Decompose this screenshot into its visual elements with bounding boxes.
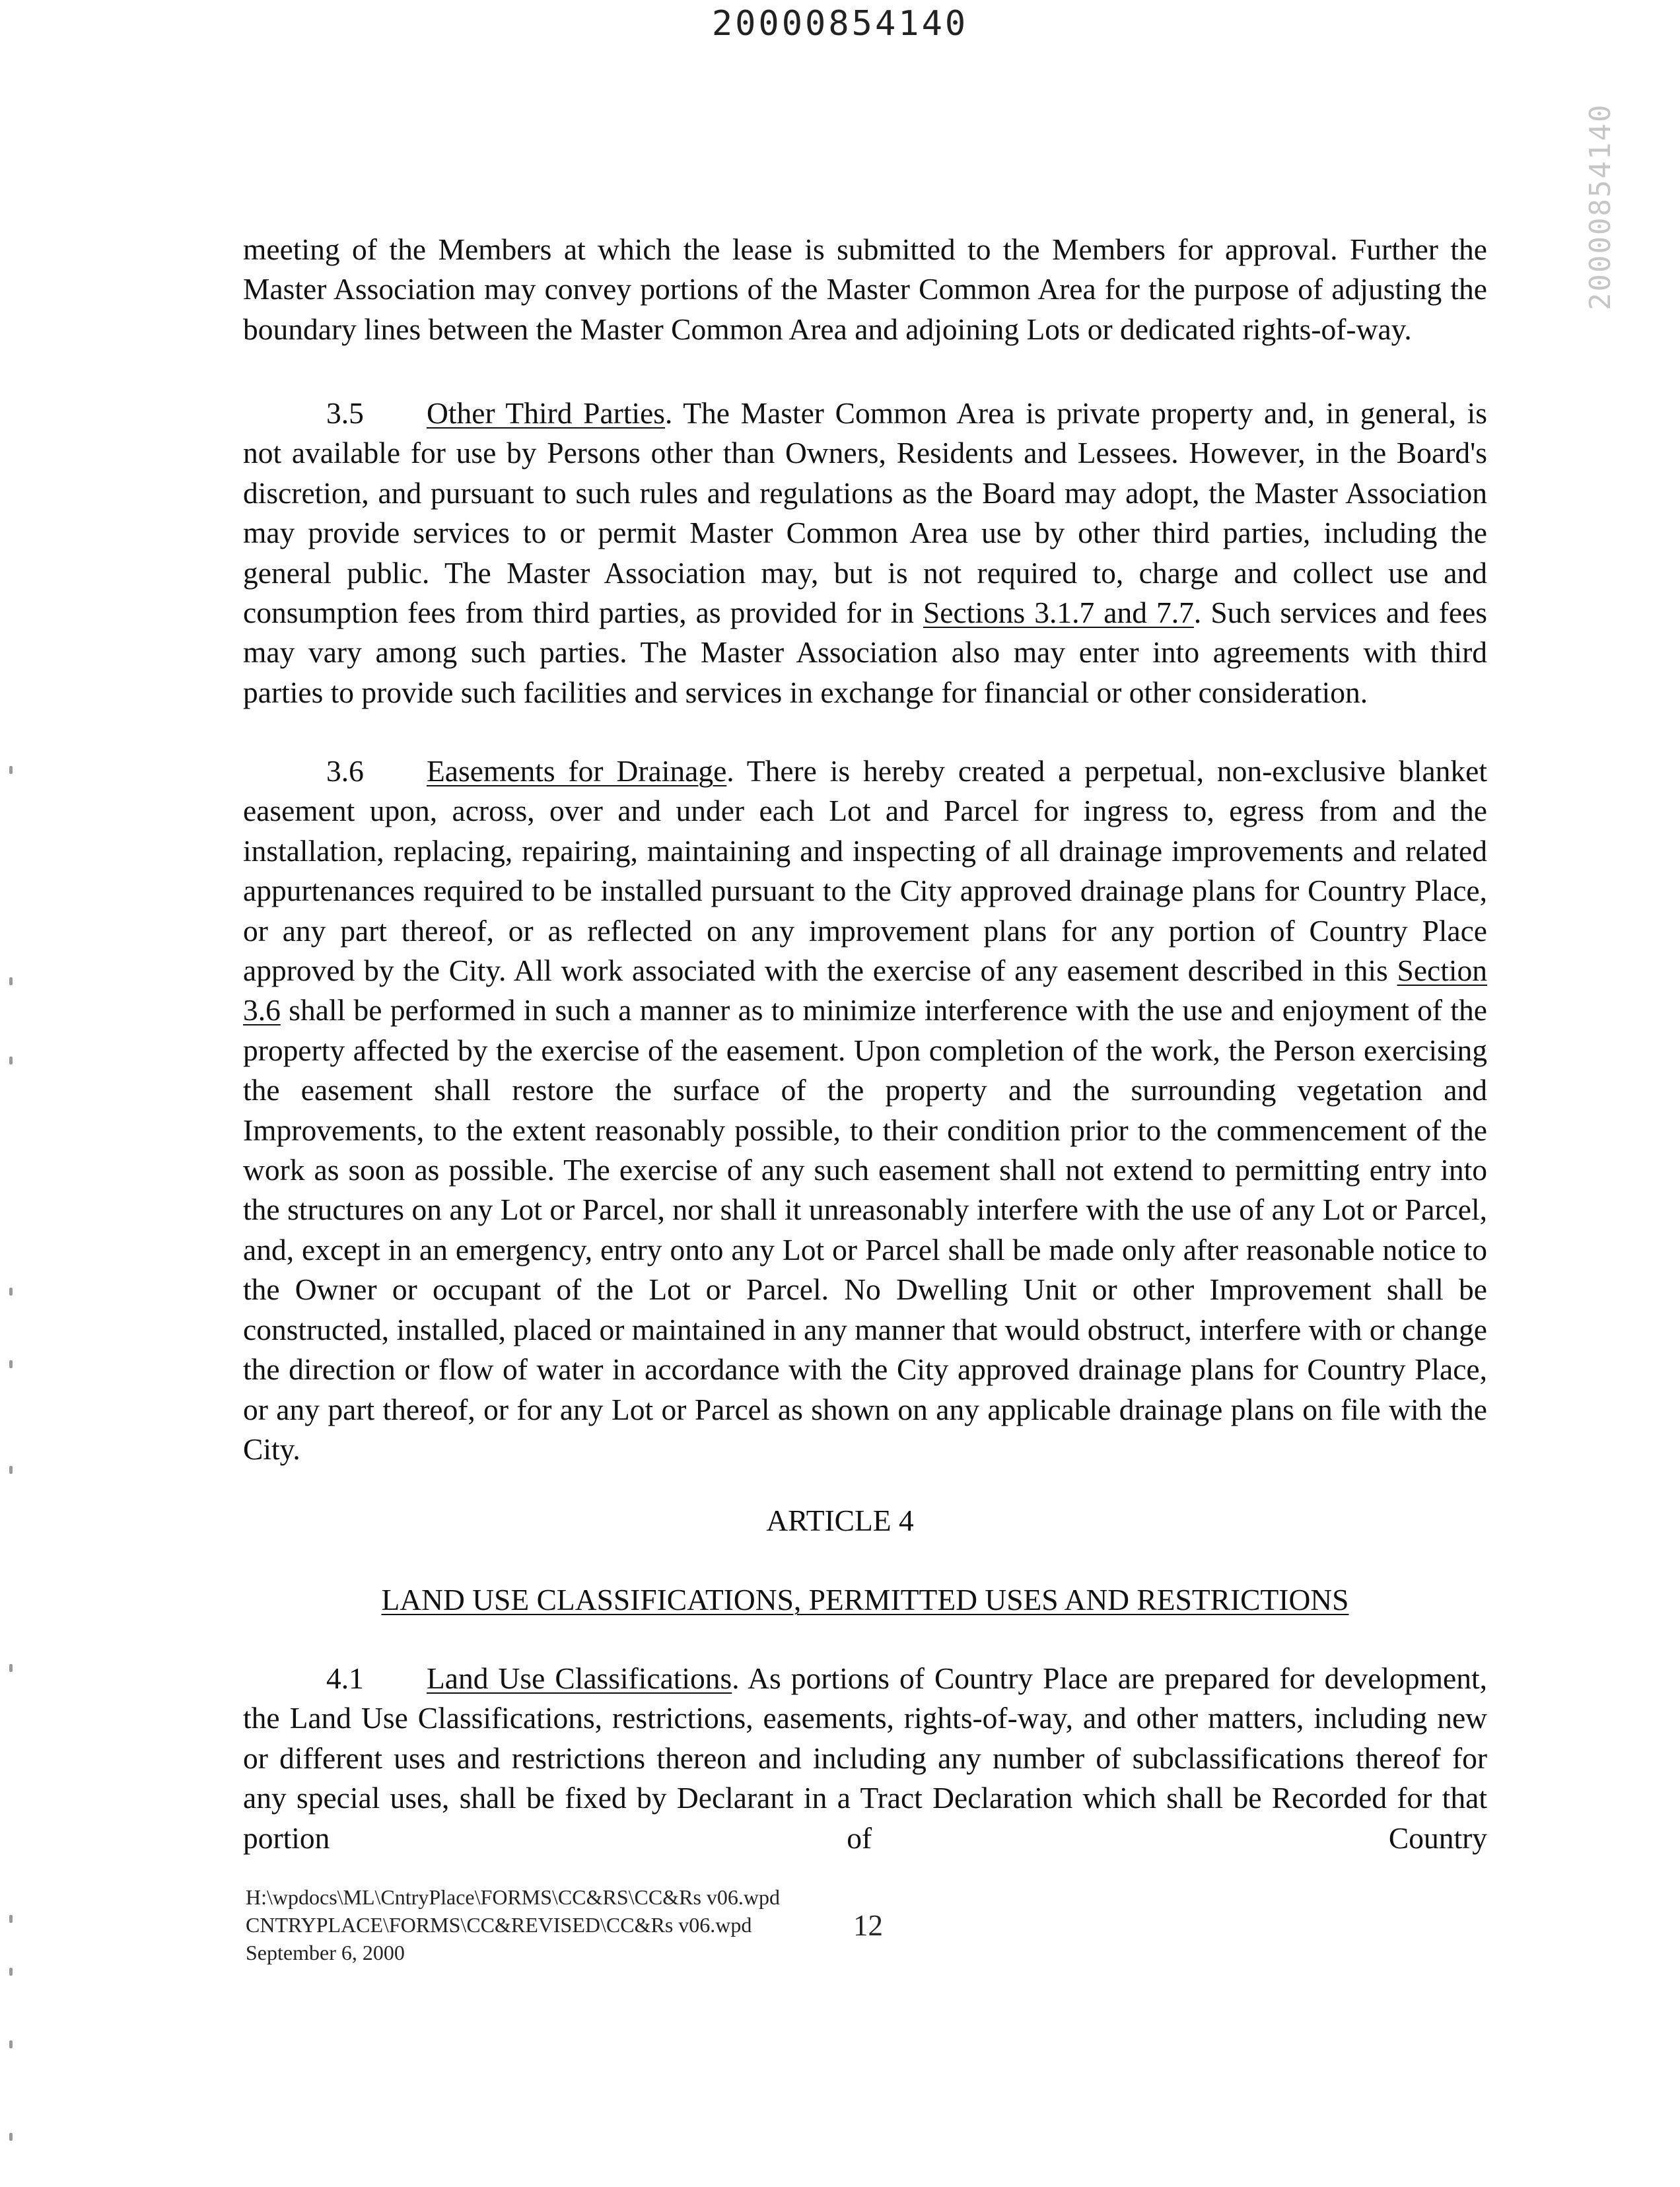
- section-4-1-text: [243, 1659, 1487, 1858]
- section-heading: Easements for Drainage: [427, 754, 727, 788]
- document-number: 20000854140: [711, 4, 969, 44]
- section-number: 4.1: [326, 1661, 364, 1695]
- section-body: . Such services and fees may vary among such parties. The Master Association also may enter into agreements with third parties to provide such facilities and services in exchange for financial or other consideration.: [243, 596, 1487, 709]
- cross-reference: Sections 3.1.7 and 7.7: [923, 596, 1194, 630]
- article-title: ARTICLE 4: [766, 1504, 914, 1537]
- scan-speck: [9, 1664, 13, 1672]
- footer-path-1: H:\wpdocs\ML\CntryPlace\FORMS\CC&RS\CC&Rs v06.wpd: [246, 1885, 780, 1909]
- scan-speck: [9, 1288, 13, 1296]
- section-body: . There is hereby created a perpetual, non-exclusive blanket easement upon, across, over and under each Lot and Parcel for ingress to, egress from and the installation, replacing, repairing, maintaining and inspecting of all drainage improvements and related appurtenances required to be installed pursuant to the City approved drainage plans for Country Place, or any part thereof, or as reflected on any improvement plans for any portion of Country Place approved by the City. All work associated with the exercise of any easement described in this: [243, 754, 1487, 988]
- page-number: 12: [853, 1909, 883, 1942]
- paragraph-text: meeting of the Members at which the lease is submitted to the Members for approval. Further the Master Association may convey portions of the Master Common Area for the purpose of adjusting the boundary lines between the Master Common Area and adjoining Lots or dedicated rights-of-way.: [243, 232, 1487, 346]
- section-3-5-text: [243, 394, 1487, 712]
- scan-speck: [9, 2133, 13, 2141]
- paragraph-continuation: [243, 230, 1487, 349]
- section-3-6-text: [243, 751, 1487, 1469]
- section-body: . As portions of Country Place are prepared for development, the Land Use Classifications, restrictions, easements, rights-of-way, and other matters, including new or different uses and restrictions thereon and including any number of subclassifications thereof for any special uses, shall be fixed by Declarant in a Tract Declaration which shall be Recorded for that portion of Country: [243, 1661, 1487, 1855]
- section-body: . The Master Common Area is private property and, in general, is not available for use by Persons other than Owners, Residents and Lessees. However, in the Board's discretion, and pursuant to such rules and regulations as the Board may adopt, the Master Association may provide services to or permit Master Common Area use by other third parties, including the general public. The Master Association may, but is not required to, charge and collect use and consumption fees from third parties, as provided for in: [243, 396, 1487, 630]
- scan-speck: [9, 1360, 13, 1368]
- section-heading: Land Use Classifications: [427, 1661, 732, 1695]
- section-number: 3.6: [326, 754, 364, 788]
- scan-speck: [9, 1968, 13, 1976]
- scan-speck: [9, 1466, 13, 1474]
- footer-date: September 6, 2000: [246, 1941, 405, 1964]
- scan-speck: [9, 766, 13, 774]
- footer-path-2: CNTRYPLACE\FORMS\CC&REVISED\CC&Rs v06.wpd: [246, 1913, 752, 1937]
- article-subtitle: LAND USE CLASSIFICATIONS, PERMITTED USES AND RESTRICTIONS: [381, 1583, 1349, 1616]
- section-4-1: [243, 1659, 1487, 1858]
- scan-speck: [9, 1915, 13, 1923]
- scan-speck: [9, 977, 13, 985]
- scan-speck: [9, 2040, 13, 2048]
- section-number: 3.5: [326, 396, 364, 430]
- section-3-6: [243, 751, 1487, 1469]
- section-heading: Other Third Parties: [427, 396, 666, 430]
- side-stamp: 20000854140: [1584, 103, 1617, 310]
- section-3-5: [243, 394, 1487, 712]
- cross-reference: Section 3.6: [243, 954, 1487, 1027]
- scan-speck: [9, 1057, 13, 1064]
- footer-info: [246, 1883, 780, 1966]
- section-body: shall be performed in such a manner as to minimize interference with the use and enjoyment of the property affected by the exercise of the easement. Upon completion of the work, the Person exercising the easement shall restore the surface of the property and the surrounding vegetation and Improvements, to the extent reasonably possible, to their condition prior to the commencement of the work as soon as possible. The exercise of any such easement shall not extend to permitting entry into the structures on any Lot or Parcel, nor shall it unreasonably interfere with the use of any Lot or Parcel, and, except in an emergency, entry onto any Lot or Parcel shall be made only after reasonable notice to the Owner or occupant of the Lot or Parcel. No Dwelling Unit or other Improvement shall be constructed, installed, placed or maintained in any manner that would obstruct, interfere with or change the direction or flow of water in accordance with the City approved drainage plans for Country Place, or any part thereof, or for any Lot or Parcel as shown on any applicable drainage plans on file with the City.: [243, 993, 1487, 1466]
